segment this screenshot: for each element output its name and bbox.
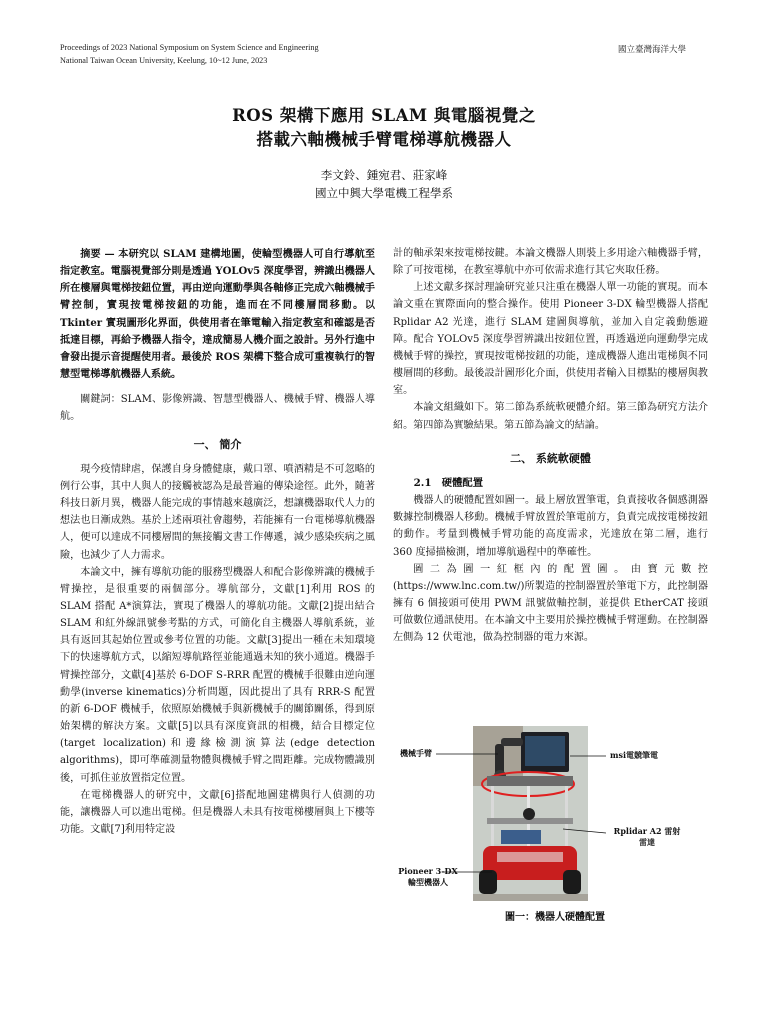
header-line-1: Proceedings of 2023 National Symposium on System Science and Engineering [60,43,319,52]
robot-hardware-figure [398,726,698,926]
callout-line-lidar [563,829,606,833]
header-line-2: National Taiwan Ocean University, Keelung, 10~12 June, 2023 [60,55,268,65]
keywords: 關鍵詞：SLAM、影像辨識、智慧型機器人、機械手臂、機器人導航。 [60,394,375,423]
author-affiliation: 國立中興大學電機工程學系 [315,186,453,200]
intro-paragraph: 上述文獻多探討理論研究並只注重在機器人單一功能的實現。而本論文重在實際面向的整合操作。使用 Pioneer 3-DX 輪型機器人搭配 Rplidar A2 光達，進行 SLAM 建圖與導航，並加入自定義動態避障。配合 YOLOv5 深度學習辨識出按鈕位置，再透過逆向運動學完成機械手臂的操控，實現按電梯按鈕的功能，達成機器人進出電梯與不同樓層間的移動。最後設計圖形化介面，供使用者輸入目標點的樓層與教室。 [393,282,708,397]
intro-paragraph: 本論文組織如下。第二節為系統軟硬體介紹。第三節為研究方法介紹。第四節為實驗結果。第五節為論文的結論。 [393,402,708,431]
label-lidar: Rplidar A2 雷射雷達 [613,826,681,847]
hardware-paragraph: 圖二為圖一紅框內的配置圖。由寶元數控(https://www.lnc.com.tw/)所製造的控制器置於筆電下方，此控制器擁有 6 個接頭可使用 PWM 訊號做軸控制，並提供 EtherCAT 接頭可做數位通訊使用。在本論文中主要用於操控機械手臂運動。在控制器左側為 12 伏電池，做為控制器的電力來源。 [393,563,708,644]
right-column [393,245,708,646]
author-names: 李文鈴、鍾宛君、莊家峰 [320,168,448,182]
intro-continued-paragraph: 計的軸承架來按電梯按鍵。本論文機器人則裝上多用途六軸機器手臂，除了可按電梯，在教室導航中亦可依需求進行其它夾取任務。 [393,248,708,277]
intro-paragraph: 現今疫情肆虐，保護自身身體健康，戴口罩、噴酒精是不可忽略的例行公事，其中人與人的接觸被認為是最普遍的傳染途徑。此外，隨著科技日新月異，機器人能完成的事情越來越廣泛，想讓機器取代人力的想法也日漸成熟。基於上述兩項社會趨勢，若能擁有一台電梯導航機器人，便可以達成不同樓層間的無接觸文書工作傳遞，減少感染疾病之風險，也減少了人力需求。 [60,463,375,561]
left-column [60,246,375,838]
hardware-paragraph: 機器人的硬體配置如圖一。最上層放置筆電，負責接收各個感測器數據控制機器人移動。機械手臂放置於筆電前方，負責完成按電梯按鈕的動作。考量到機械手臂功能的高度需求，光達放在第二層，進行 360 度掃描檢測，增加導航過程中的準確性。 [393,495,708,558]
label-robot: Pioneer 3-DX 輪型機器人 [398,866,458,887]
section-heading-intro: 一、 簡介 [193,437,242,451]
title-line-1: ROS 架構下應用 SLAM 與電腦視覺之 [232,106,536,125]
section-heading-system: 二、 系統軟硬體 [510,451,591,465]
author-block [0,166,768,202]
intro-paragraph: 在電梯機器人的研究中，文獻[6]搭配地圖建構與行人偵測的功能，讓機器人可以進出電梯。但是機器人未具有按電梯樓層與上下樓等功能。文獻[7]利用特定設 [60,789,375,835]
paper-title [0,104,768,152]
label-arm: 機械手臂 [400,748,432,758]
proceedings-header [60,42,480,67]
subsection-heading-hardware: 2.1 硬體配置 [413,476,483,489]
abstract: 摘要 — 本研究以 SLAM 建構地圖，使輪型機器人可自行導航至指定教室。電腦視覺部分則是透過 YOLOv5 深度學習，辨識出機器人所在樓層與電梯按鈕位置，再由逆向運動學與各軸修正完成六軸機械手臂控制，實現按電梯按鈕的功能，進而在不同樓層間移動。以 Tkinter 實現圖形化界面，供使用者在筆電輸入指定教室和確認是否抵達目標，再給予機器人指令，達成簡易人機介面之設計。另外行進中會發出提示音提醒使用者。最後於 ROS 架構下整合成可重複執行的智慧型電梯導航機器人系統。 [60,249,375,381]
title-line-2: 搭載六軸機械手臂電梯導航機器人 [256,130,512,149]
intro-paragraph: 本論文中，擁有導航功能的服務型機器人和配合影像辨識的機械手臂操控，是很重要的兩個部分。導航部分，文獻[1]利用 ROS 的 SLAM 搭配 A*演算法，實現了機器人的導航功能。文獻[2]提出結合 SLAM 和紅外線訊號參考點的方式，可簡化自主機器人導航系統，並具有返回其起始位置或參考位置的功能。文獻[3]提出一種在未知環境下的快速導航方式，以縮短導航路徑並能通過未知的狹小通道。機器手臂操控部分，文獻[4]基於 6-DOF S-RRR 配置的機械手很難由逆向運動學(inverse kinematics)分析問題，因此提出了具有 RRR-S 配置的新 6-DOF 機械手，依照原始機械手與新機械手的關節關係，得到原始架構的解決方案。文獻[5]以具有深度資訊的相機，結合目標定位(target localization)和邊緣檢測演算法(edge detection algorithms)，即可準確測量物體與機械手臂之間距離。完成物體識別後，可抓住並放置指定位置。 [60,566,375,784]
label-laptop: msi電競筆電 [610,750,659,760]
header-university: 國立臺灣海洋大學 [618,45,687,55]
figure-caption: 圖一：機器人硬體配置 [505,912,605,923]
